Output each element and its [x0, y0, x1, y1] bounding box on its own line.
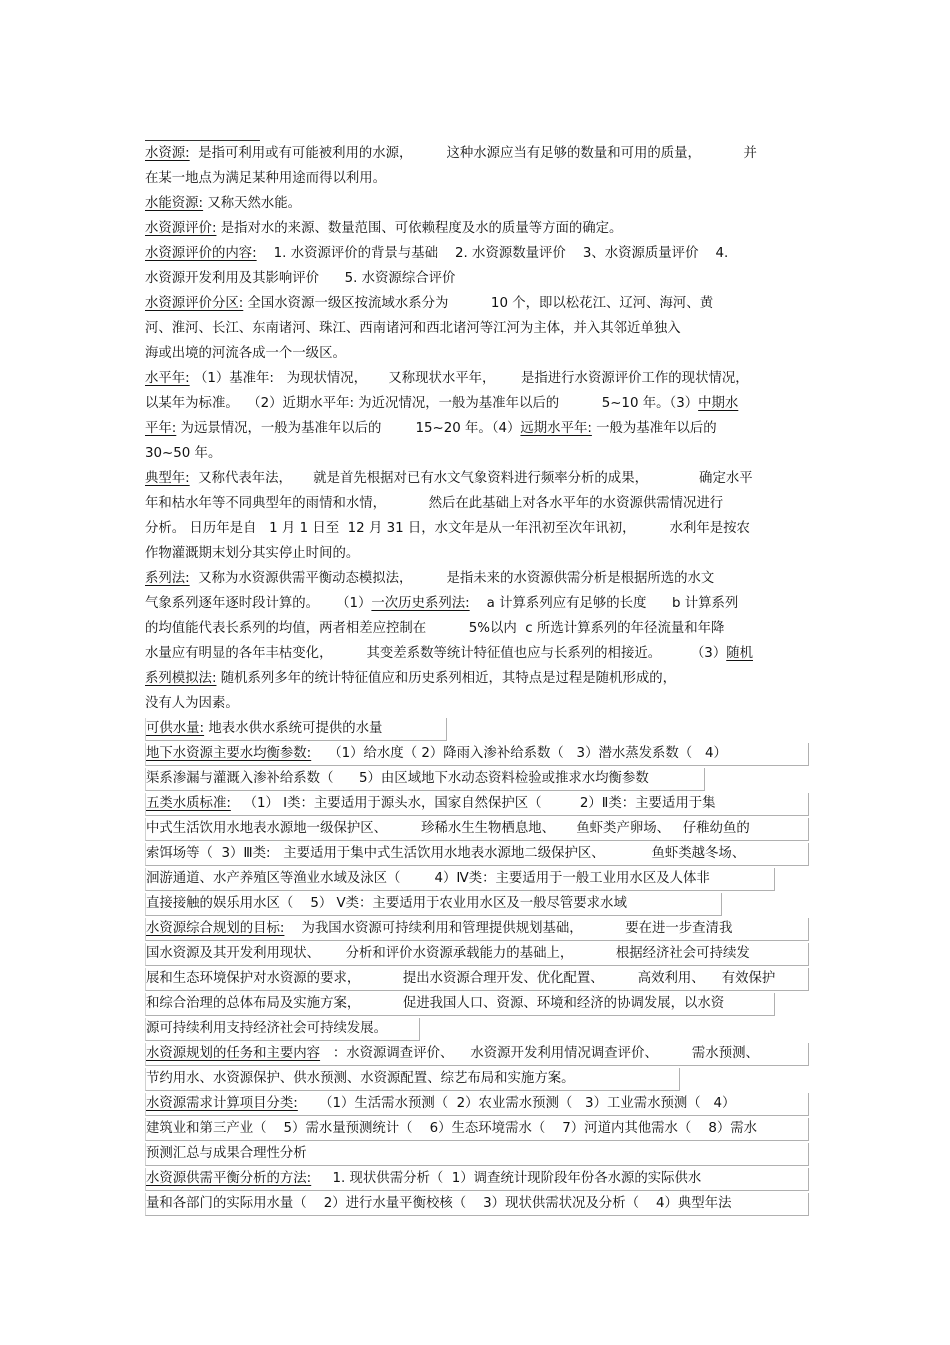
line-text: 中式生活饮用水地表水源地一级保护区、 珍稀水生生物栖息地、 鱼虾类产卵场、 仔稚幼鱼的 — [146, 821, 750, 836]
doc-line — [145, 868, 775, 891]
term-label: 系列法: — [145, 571, 190, 586]
doc-line — [145, 793, 809, 816]
line-text: 以某年为标准。 （2）近期水平年: — [145, 396, 355, 411]
line-text: 为近况情况，一般为基准年以后的 5~10 年。（3） — [354, 396, 699, 411]
doc-line — [145, 318, 807, 340]
doc-line — [145, 243, 807, 265]
line-text: 是指可利用或有可能被利用的水源， 这种水源应当有足够的数量和可用的质量， 并 — [189, 146, 757, 161]
doc-line — [145, 668, 807, 690]
line-text: （1） Ⅰ类：主要适用于源头水，国家自然保护区（ 2）Ⅱ类：主要适用于集 — [230, 796, 716, 811]
line-text: 渠系渗漏与灌溉入渗补给系数（ 5）由区域地下水动态资料检验或推求水均衡参数 — [146, 771, 649, 786]
term-label: 水资源供需平衡分析的方法: — [146, 1171, 312, 1186]
line-text: 为我国水资源可持续利用和管理提供规划基础， 要在进一步查清我 — [284, 921, 733, 936]
doc-line — [145, 643, 807, 665]
doc-line — [145, 893, 722, 916]
term-label: 中期水 — [698, 396, 739, 411]
line-text: 源可持续利用支持经济社会可持续发展。 — [146, 1021, 388, 1036]
line-text: 气象系列逐年逐时段计算的。 （1） — [145, 596, 372, 611]
doc-line — [145, 593, 807, 615]
term-label: 水能资源: — [145, 196, 204, 211]
line-text: 索饵场等（ 3）Ⅲ类: 主要适用于集中式生活饮用水地表水源地二级保护区、 鱼虾类越冬场、 — [146, 846, 746, 861]
doc-title — [145, 118, 260, 141]
line-text: 地表水供水系统可提供的水量 — [204, 721, 383, 736]
doc-line — [145, 268, 807, 290]
line-text: ：水资源调查评价、 水资源开发利用情况调查评价、 需水预测、 — [320, 1046, 759, 1061]
term-label: 典型年: — [145, 471, 190, 486]
doc-line — [145, 143, 807, 165]
line-text: 1. 现状供需分析（ 1）调查统计现阶段年份各水源的实际供水 — [311, 1171, 702, 1186]
doc-line — [145, 818, 809, 841]
line-text: 年和枯水年等不同典型年的雨情和水情， 然后在此基础上对各水平年的水资源供需情况进行 — [145, 496, 724, 511]
line-text: 河、淮河、长江、东南诸河、珠江、西南诸河和西北诸河等江河为主体，并入其邻近单独入 — [145, 321, 681, 336]
doc-line — [145, 1068, 680, 1091]
term-label: 水资源评价的内容: — [145, 246, 257, 261]
doc-line — [145, 368, 807, 390]
doc-line — [145, 393, 807, 415]
term-label: 五类水质标准: — [146, 796, 231, 811]
doc-line — [145, 618, 807, 640]
line-text: 水量应有明显的各年丰枯变化， 其变差系数等统计特征值也应与长系列的相接近。 （3） — [145, 646, 727, 661]
term-label: 可供水量: — [146, 721, 205, 736]
doc-line — [145, 293, 807, 315]
line-text: （1）基准年: 为现状情况， 又称现状水平年， 是指进行水资源评价工作的现状情况， — [189, 371, 749, 386]
doc-line — [145, 1168, 809, 1191]
doc-line — [145, 218, 807, 240]
line-text: 展和生态环境保护对水资源的要求， 提出水资源合理开发、优化配置、 高效利用、 有效保护 — [146, 971, 776, 986]
term-label: 水资源综合规划的目标: — [146, 921, 285, 936]
doc-line — [145, 1018, 420, 1041]
line-text: a 计算系列应有足够的长度 b 计算系列 — [469, 596, 739, 611]
term-label: 水资源评价分区: — [145, 296, 244, 311]
doc-line — [145, 943, 809, 966]
line-text: 国水资源及其开发利用现状、 分析和评价水资源承载能力的基础上， 根据经济社会可持续发 — [146, 946, 750, 961]
line-text: 预测汇总与成果合理性分析 — [146, 1146, 307, 1161]
line-text: 量和各部门的实际用水量（ 2）进行水量平衡校核（ 3）现状供需状况及分析（ 4）典型年法 — [146, 1196, 732, 1211]
doc-line — [145, 843, 809, 866]
term-label: 随机 — [726, 646, 753, 661]
line-text: 的均值能代表长系列的均值，两者相差应控制在 5%以内 c 所选计算系列的年径流量和年降 — [145, 621, 725, 636]
doc-line — [145, 468, 807, 490]
line-text: 直接接触的娱乐用水区（ 5） Ⅴ类：主要适用于农业用水区及一般尽管要求水域 — [146, 896, 627, 911]
term-label: 平年: — [145, 421, 177, 436]
doc-line — [145, 1043, 809, 1066]
doc-line — [145, 543, 807, 565]
doc-line — [145, 1193, 809, 1216]
line-text: 随机系列多年的统计特征值应和历史系列相近，其特点是过程是随机形成的， — [216, 671, 677, 686]
doc-line — [145, 418, 807, 440]
doc-line — [145, 343, 807, 365]
term-label: 地下水资源主要水均衡参数: — [146, 746, 312, 761]
line-text: 海或出境的河流各成一个一级区。 — [145, 346, 346, 361]
line-text: （1）给水度（ 2）降雨入渗补给系数（ 3）潜水蒸发系数（ 4） — [311, 746, 727, 761]
doc-line — [145, 968, 809, 991]
doc-line — [145, 993, 775, 1016]
term-label: 水资源需求计算项目分类: — [146, 1096, 298, 1111]
term-label: 水资源: — [145, 146, 190, 161]
doc-line — [145, 1118, 809, 1141]
doc-line — [145, 918, 809, 941]
line-text: 洄游通道、水产养殖区等渔业水域及泳区（ 4）Ⅳ类：主要适用于一般工业用水区及人体非 — [146, 871, 710, 886]
term-label: 水资源规划的任务和主要内容 — [146, 1046, 321, 1061]
line-text: 节约用水、水资源保护、供水预测、水资源配置、综艺布局和实施方案。 — [146, 1071, 575, 1086]
line-text: 在某一地点为满足某种用途而得以利用。 — [145, 171, 387, 186]
line-text: 水资源开发利用及其影响评价 5. 水资源综合评价 — [145, 271, 456, 286]
line-text: 一般为基准年以后的 — [591, 421, 717, 436]
line-text: 1. 水资源评价的背景与基础 2. 水资源数量评价 3、水资源质量评价 4. — [256, 246, 729, 261]
doc-line — [145, 493, 807, 515]
term-label: 一次历史系列法: — [371, 596, 470, 611]
term-label: 远期水平年: — [520, 421, 592, 436]
line-text: 为远景情况，一般为基准年以后的 15~20 年。（4） — [176, 421, 521, 436]
doc-line — [145, 443, 807, 465]
doc-line — [145, 768, 705, 791]
doc-line — [145, 718, 447, 741]
doc-line — [145, 193, 807, 215]
line-text: （1）生活需水预测（ 2）农业需水预测（ 3）工业需水预测（ 4） — [297, 1096, 736, 1111]
line-text: 又称天然水能。 — [203, 196, 302, 211]
doc-line — [145, 518, 807, 540]
doc-line — [145, 168, 807, 190]
line-text: 没有人为因素。 — [145, 696, 239, 711]
doc-line — [145, 1143, 809, 1166]
line-text: 又称代表年法， 就是首先根据对已有水文气象资料进行频率分析的成果， 确定水平 — [189, 471, 753, 486]
doc-line — [145, 568, 807, 590]
line-text: 30~50 年。 — [145, 446, 222, 461]
doc-line — [145, 693, 807, 715]
line-text: 分析。 日历年是自 1 月 1 日至 12 月 31 日，水文年是从一年汛初至次年讯初， 水利年是按农 — [145, 521, 750, 536]
term-label: 系列模拟法: — [145, 671, 217, 686]
line-text: 又称为水资源供需平衡动态模拟法， 是指未来的水资源供需分析是根据所选的水文 — [189, 571, 715, 586]
line-text: 和综合治理的总体布局及实施方案， 促进我国人口、资源、环境和经济的协调发展，以水资 — [146, 996, 725, 1011]
doc-line — [145, 743, 809, 766]
doc-line — [145, 1093, 809, 1116]
term-label: 水资源评价: — [145, 221, 217, 236]
term-label: 水平年: — [145, 371, 190, 386]
line-text: 是指对水的来源、数量范围、可依赖程度及水的质量等方面的确定。 — [216, 221, 623, 236]
line-text: 建筑业和第三产业（ 5）需水量预测统计（ 6）生态环境需水（ 7）河道内其他需水（ 8）需水 — [146, 1121, 758, 1136]
line-text: 作物灌溉期末划分其实停止时间的。 — [145, 546, 360, 561]
line-text: 全国水资源一级区按流域水系分为 10 个，即以松花江、辽河、海河、黄 — [243, 296, 714, 311]
